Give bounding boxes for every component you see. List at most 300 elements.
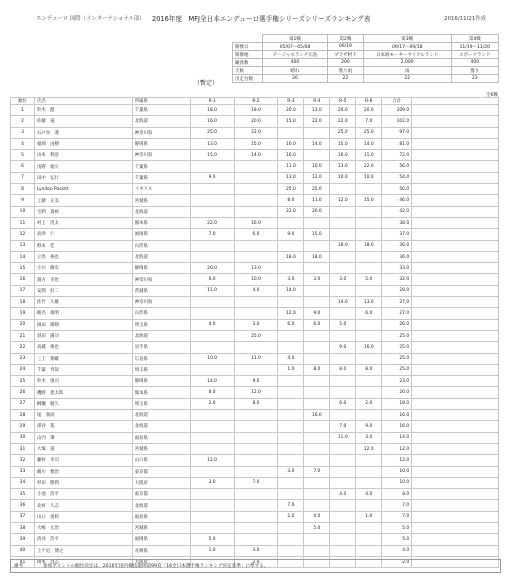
rider-total: 16.0 [382, 410, 412, 421]
race-score [330, 263, 356, 274]
race-score: 15.0 [356, 195, 382, 206]
race-score: 18.0 [304, 251, 330, 262]
race-score [330, 376, 356, 387]
race-score [234, 500, 278, 511]
event-info-value: 200 [327, 59, 363, 67]
rider-rank: 17 [11, 285, 35, 296]
race-score [190, 308, 234, 319]
rider-prefecture: 長崎県 [132, 545, 190, 556]
spacer-cell [412, 500, 499, 511]
rider-row [11, 387, 499, 398]
rider-rank: 14 [11, 251, 35, 262]
race-score [356, 319, 382, 330]
rider-name: 北村 久志 [34, 500, 132, 511]
rider-rank: 27 [11, 398, 35, 409]
race-score [278, 455, 304, 466]
rider-row [11, 297, 499, 308]
rider-prefecture: 千葉県 [132, 172, 190, 183]
race-score: 3.0 [278, 274, 304, 285]
rider-row [11, 217, 499, 228]
race-score: 12.0 [356, 443, 382, 454]
race-score [304, 150, 330, 161]
event-info-value: 11/19〜11/20 [451, 43, 498, 51]
race-score [190, 443, 234, 454]
race-score: 15.0 [278, 116, 304, 127]
event-info-label: 開催日 [233, 43, 263, 51]
race-score [330, 500, 356, 511]
rider-name: 大塚 道 [34, 443, 132, 454]
race-score [330, 477, 356, 488]
race-score: 4.0 [190, 319, 234, 330]
rider-total: 81.0 [382, 138, 412, 149]
event-info-value: 曇り雨 [327, 67, 363, 75]
rider-rank: 3 [11, 127, 35, 138]
race-score [278, 545, 304, 556]
race-column-header: R-1 [190, 98, 234, 105]
rider-prefecture: 山口県 [132, 455, 190, 466]
rider-name: Lyndon Poskitt [34, 184, 132, 195]
rider-total: 42.0 [382, 206, 412, 217]
race-score: 3.0 [190, 477, 234, 488]
race-score: 7.0 [190, 229, 234, 240]
race-score: 5.0 [330, 319, 356, 330]
rider-row [11, 353, 499, 364]
page-header [0, 0, 508, 30]
rider-name: 藤村 幸司 [34, 455, 132, 466]
race-score [304, 376, 330, 387]
rider-total: 10.0 [382, 466, 412, 477]
ranking-header-row [11, 98, 499, 105]
spacer-cell [412, 127, 499, 138]
race-score [234, 240, 278, 251]
rider-name: 高蔵 俊也 [34, 342, 132, 353]
race-score [278, 522, 304, 533]
spacer-cell [412, 206, 499, 217]
rider-rank: 39 [11, 534, 35, 545]
rider-row [11, 308, 499, 319]
rider-total: 16.0 [382, 421, 412, 432]
race-score [356, 455, 382, 466]
rider-row [11, 376, 499, 387]
info-corner-cell [233, 35, 263, 43]
race-score: 3.0 [234, 319, 278, 330]
race-score [234, 364, 278, 375]
race-score [330, 545, 356, 556]
rider-total: 50.0 [382, 184, 412, 195]
race-score [356, 251, 382, 262]
rider-rank: 2 [11, 116, 35, 127]
race-score: 22.0 [278, 206, 304, 217]
provisional-label: （暫定） [194, 80, 219, 87]
race-score: 11.0 [278, 161, 304, 172]
rider-prefecture: 北海道 [132, 421, 190, 432]
race-score [330, 285, 356, 296]
event-info-value: 日本海モーターサイクルランド [363, 51, 451, 59]
rider-row [11, 274, 499, 285]
spacer-cell [412, 184, 499, 195]
rider-row [11, 455, 499, 466]
spacer-cell [412, 274, 499, 285]
race-score [356, 387, 382, 398]
event-info-row [233, 51, 499, 59]
race-score: 12.0 [190, 455, 234, 466]
race-score [278, 398, 304, 409]
race-score: 16.0 [330, 150, 356, 161]
rider-name: 柳瀬 勉久 [34, 398, 132, 409]
race-score [190, 511, 234, 522]
race-score [278, 330, 304, 341]
rider-rank: 5 [11, 150, 35, 161]
rider-row [11, 161, 499, 172]
rider-name: 鈴木 健 [34, 105, 132, 116]
race-score: 7.0 [278, 500, 304, 511]
rider-row [11, 206, 499, 217]
race-score [278, 342, 304, 353]
race-score: 13.0 [278, 172, 304, 183]
remarks-text: 参加ポイントの順位決定は、2016年国内競技規則第99頁「16全日本選手権ランキング決定基準」に準ずる。 [43, 564, 269, 569]
race-score: 7.0 [356, 116, 382, 127]
rider-prefecture: 岩手県 [132, 342, 190, 353]
race-score: 8.0 [278, 195, 304, 206]
spacer-cell [412, 534, 499, 545]
race-score [278, 489, 304, 500]
race-score: 3.0 [278, 466, 304, 477]
rider-rank: 11 [11, 217, 35, 228]
race-score: 6.0 [304, 319, 330, 330]
race-score: 4.0 [304, 511, 330, 522]
race-score: 14.0 [190, 376, 234, 387]
rider-rank: 10 [11, 206, 35, 217]
race-score [234, 522, 278, 533]
event-info-value: 400 [262, 59, 327, 67]
race-score: 10.0 [330, 172, 356, 183]
race-score: 4.0 [330, 489, 356, 500]
race-score: 2.0 [190, 398, 234, 409]
event-info-value: 22 [327, 75, 363, 83]
event-info-row [233, 67, 499, 75]
race-score: 13.0 [190, 138, 234, 149]
race-score [304, 500, 330, 511]
rider-rank: 15 [11, 263, 35, 274]
spacer-cell [412, 308, 499, 319]
rider-row [11, 500, 499, 511]
race-score [278, 443, 304, 454]
rider-rank: 24 [11, 364, 35, 375]
rider-prefecture: 茨城県 [132, 285, 190, 296]
rider-rank: 28 [11, 410, 35, 421]
race-score: 14.0 [234, 150, 278, 161]
rider-row [11, 398, 499, 409]
rider-name: 佐竹 久雄 [34, 297, 132, 308]
rider-name: 千葉 寿哉 [34, 364, 132, 375]
spacer-cell [412, 398, 499, 409]
race-score: 14.0 [304, 138, 330, 149]
race-score [330, 455, 356, 466]
rider-name: 毛利 貴裕 [34, 206, 132, 217]
spacer-cell [412, 161, 499, 172]
rider-total: 10.0 [382, 477, 412, 488]
rider-row [11, 105, 499, 116]
rider-name: 野本 佳 [34, 240, 132, 251]
race-score: 20.0 [234, 116, 278, 127]
spacer-cell [412, 195, 499, 206]
rider-prefecture: 埼玉県 [132, 398, 190, 409]
race-column-header: R-3 [278, 98, 304, 105]
race-score [330, 534, 356, 545]
rider-rank: 21 [11, 330, 35, 341]
rider-row [11, 127, 499, 138]
race-score: 2.0 [234, 556, 278, 567]
race-score: 13.0 [330, 161, 356, 172]
race-score [190, 522, 234, 533]
race-score: 16.0 [304, 410, 330, 421]
race-score: 6.0 [356, 308, 382, 319]
spacer-cell [412, 410, 499, 421]
race-score: 22.0 [304, 116, 330, 127]
race-score [278, 240, 304, 251]
spacer-cell [412, 353, 499, 364]
race-score [356, 522, 382, 533]
rider-rank: 20 [11, 319, 35, 330]
race-score [304, 387, 330, 398]
rider-row [11, 229, 499, 240]
rider-name: 上ケ迫 博之 [34, 545, 132, 556]
race-score [278, 534, 304, 545]
rider-name: 杉田 勝利 [34, 477, 132, 488]
race-score: 13.0 [356, 297, 382, 308]
race-score [304, 353, 330, 364]
race-score [234, 489, 278, 500]
race-score: 1.0 [356, 511, 382, 522]
event-info-value: スポーツランド [451, 51, 498, 59]
rider-prefecture: 熊本県 [132, 217, 190, 228]
rider-row [11, 195, 499, 206]
race-score: 8.0 [330, 364, 356, 375]
round-header: 第1戦 [262, 35, 327, 43]
round-header: 第4戦 [451, 35, 498, 43]
event-info-value: 曇り [451, 67, 498, 75]
rider-total: 25.0 [382, 353, 412, 364]
event-info-label: 天候 [233, 67, 263, 75]
rider-row [11, 522, 499, 533]
rider-name: 岡本 昌志 [34, 556, 132, 567]
rider-total: 37.0 [382, 229, 412, 240]
rider-prefecture: 東京都 [132, 466, 190, 477]
race-score [234, 455, 278, 466]
race-score: 10.0 [234, 274, 278, 285]
race-score: 9.0 [304, 308, 330, 319]
race-score [190, 500, 234, 511]
race-score [234, 184, 278, 195]
race-score: 20.0 [304, 206, 330, 217]
rider-name: 磯野 恵太郎 [34, 387, 132, 398]
rider-row [11, 342, 499, 353]
rider-row [11, 184, 499, 195]
event-info-value: 晴れ [262, 67, 327, 75]
race-score [304, 432, 330, 443]
rider-row [11, 172, 499, 183]
race-score: 2.0 [356, 398, 382, 409]
rider-name: 浅野 徳久 [34, 161, 132, 172]
race-score [356, 285, 382, 296]
rider-name: 飯名 俊明 [34, 308, 132, 319]
rider-prefecture: 宮城県 [132, 443, 190, 454]
rider-rank: 6 [11, 161, 35, 172]
race-score [356, 330, 382, 341]
rider-total: 33.0 [382, 263, 412, 274]
race-score [330, 217, 356, 228]
race-score [278, 376, 304, 387]
rider-rank: 34 [11, 477, 35, 488]
race-score [234, 432, 278, 443]
rider-row [11, 116, 499, 127]
race-score: 11.0 [304, 195, 330, 206]
rider-total: 20.0 [382, 387, 412, 398]
event-info-value: 22 [363, 75, 451, 83]
spacer-cell [412, 116, 499, 127]
race-score: 9.0 [278, 229, 304, 240]
rider-total: 46.0 [382, 195, 412, 206]
event-info-value: 2,000 [363, 59, 451, 67]
race-score: 9.0 [234, 376, 278, 387]
rider-total: 56.0 [382, 161, 412, 172]
race-score: 13.0 [234, 263, 278, 274]
race-score: 15.0 [234, 138, 278, 149]
rider-prefecture: 埼玉県 [132, 364, 190, 375]
race-score: 16.0 [190, 116, 234, 127]
race-score: 22.0 [330, 116, 356, 127]
rider-name: 安間 好二 [34, 285, 132, 296]
race-score [234, 342, 278, 353]
race-score: 14.0 [356, 138, 382, 149]
race-score: 18.0 [190, 105, 234, 116]
rider-prefecture: 宮城県 [132, 522, 190, 533]
rider-total: 5.0 [382, 522, 412, 533]
rider-total: 29.0 [382, 285, 412, 296]
race-score: 25.0 [304, 184, 330, 195]
rider-rank: 19 [11, 308, 35, 319]
race-score [234, 251, 278, 262]
rider-prefecture: 千葉県 [132, 105, 190, 116]
event-info-row [233, 59, 499, 67]
rider-prefecture: 千葉県 [132, 161, 190, 172]
race-score [190, 240, 234, 251]
rider-name: 鶴川 雅治 [34, 466, 132, 477]
rider-row [11, 410, 499, 421]
race-score [234, 297, 278, 308]
spacer-cell [412, 285, 499, 296]
race-score [234, 443, 278, 454]
race-score: 16.0 [356, 342, 382, 353]
rider-row [11, 263, 499, 274]
rider-prefecture: 北海道 [132, 251, 190, 262]
rider-row [11, 319, 499, 330]
spacer-cell [412, 217, 499, 228]
race-score: 16.0 [278, 150, 304, 161]
race-score [304, 285, 330, 296]
race-score [190, 297, 234, 308]
round-header-row [233, 35, 499, 43]
race-score: 10.0 [356, 172, 382, 183]
race-score: 3.0 [234, 545, 278, 556]
rider-rank: 7 [11, 172, 35, 183]
race-score [304, 217, 330, 228]
rank-column-header: 順位 [11, 98, 35, 105]
spacer-cell [412, 545, 499, 556]
rider-row [11, 511, 499, 522]
rider-prefecture: 広島県 [132, 353, 190, 364]
race-score [234, 534, 278, 545]
race-score [278, 432, 304, 443]
race-score: 11.0 [330, 432, 356, 443]
rider-total: 2.0 [382, 556, 412, 567]
rider-name: 小川 修史 [34, 263, 132, 274]
race-score [330, 184, 356, 195]
race-score: 7.0 [304, 466, 330, 477]
rider-prefecture: 福島県 [132, 432, 190, 443]
rider-row [11, 285, 499, 296]
rider-rank: 1 [11, 105, 35, 116]
remarks-box [10, 559, 501, 573]
race-score [278, 297, 304, 308]
event-info-label: 観客数 [233, 59, 263, 67]
rider-prefecture: 山形県 [132, 308, 190, 319]
race-score: 1.0 [190, 545, 234, 556]
race-score: 22.0 [190, 217, 234, 228]
race-score [234, 466, 278, 477]
rider-rank: 13 [11, 240, 35, 251]
race-score [234, 206, 278, 217]
race-score [330, 308, 356, 319]
rider-rank: 16 [11, 274, 35, 285]
rider-prefecture: 北海道 [132, 206, 190, 217]
spacer-cell [412, 455, 499, 466]
rider-total: 54.0 [382, 172, 412, 183]
spacer-cell [412, 263, 499, 274]
race-score [330, 229, 356, 240]
rider-total: 25.0 [382, 342, 412, 353]
race-score [190, 489, 234, 500]
race-score: 5.0 [190, 534, 234, 545]
rider-rank: 29 [11, 421, 35, 432]
race-score [356, 477, 382, 488]
race-score [190, 421, 234, 432]
total-column-header: 合計 [382, 98, 412, 105]
race-score: 7.0 [330, 421, 356, 432]
race-score: 11.0 [356, 150, 382, 161]
rider-row [11, 489, 499, 500]
race-score [190, 161, 234, 172]
race-score: 15.0 [330, 138, 356, 149]
rider-name: 澤谷 篤 [34, 421, 132, 432]
remarks-label: 備考 [14, 564, 24, 569]
rider-total: 97.0 [382, 127, 412, 138]
rider-prefecture: 北海道 [132, 116, 190, 127]
race-score [190, 330, 234, 341]
rider-prefecture: 東京都 [132, 489, 190, 500]
rider-total: 23.0 [382, 376, 412, 387]
event-info-row [233, 43, 499, 51]
rider-total: 18.0 [382, 398, 412, 409]
rider-total: 7.0 [382, 500, 412, 511]
race-score [304, 489, 330, 500]
race-score: 9.0 [330, 342, 356, 353]
race-score: 18.0 [356, 240, 382, 251]
race-score [234, 195, 278, 206]
race-score: 3.0 [356, 432, 382, 443]
rider-name: 工藤 正美 [34, 195, 132, 206]
rider-rank: 37 [11, 511, 35, 522]
